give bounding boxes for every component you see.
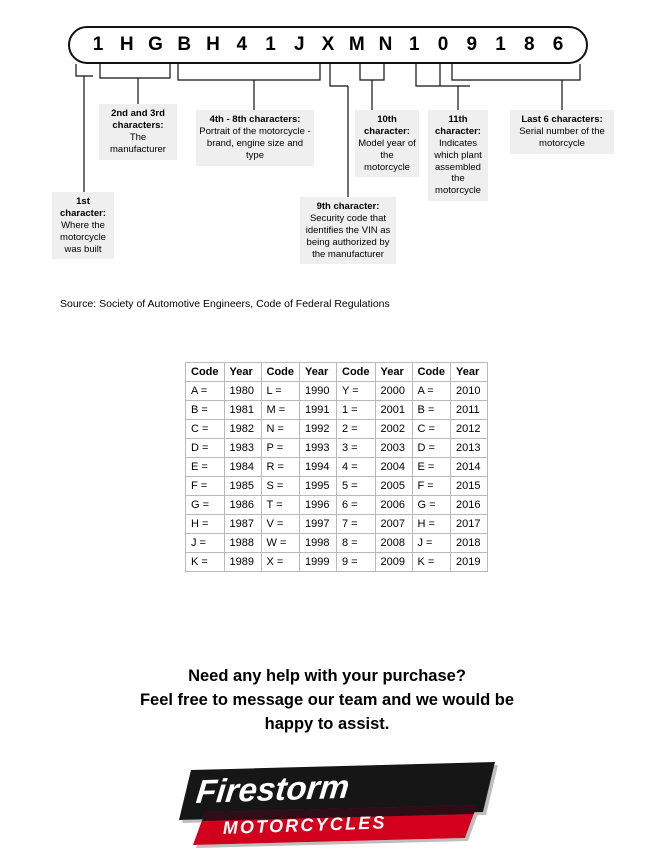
- cell-year: 1990: [300, 382, 337, 401]
- column-header: Code: [261, 363, 300, 382]
- cell-year: 1989: [224, 553, 261, 572]
- cell-year: 2001: [375, 401, 412, 420]
- table-row: [186, 382, 488, 401]
- vin-char: 1: [92, 34, 104, 55]
- cell-year: 1995: [300, 477, 337, 496]
- cell-code: A =: [186, 382, 225, 401]
- callout-ninth-character: [300, 197, 396, 264]
- callout-title: Last 6 characters:: [521, 114, 603, 125]
- cell-code: Y =: [337, 382, 376, 401]
- callout-body: Serial number of the motorcycle: [519, 125, 605, 149]
- column-header: Year: [300, 363, 337, 382]
- callout-title: 10th character:: [364, 114, 410, 137]
- cell-code: J =: [186, 534, 225, 553]
- cell-code: E =: [186, 458, 225, 477]
- callout-body: Security code that identifies the VIN as being authorized by the manufacturer: [305, 212, 391, 260]
- vin-char: J: [293, 34, 305, 55]
- vin-char: N: [378, 34, 393, 55]
- cell-year: 1987: [224, 515, 261, 534]
- cell-code: G =: [412, 496, 451, 515]
- cell-year: 2018: [451, 534, 488, 553]
- cell-code: W =: [261, 534, 300, 553]
- vin-char: B: [177, 34, 192, 55]
- cell-year: 2002: [375, 420, 412, 439]
- callout-body: Model year of the motorcycle: [358, 137, 416, 173]
- callout-title: 4th - 8th characters:: [209, 114, 301, 125]
- vin-char: H: [206, 34, 220, 55]
- cell-code: D =: [186, 439, 225, 458]
- vin-char: 1: [408, 34, 420, 55]
- cell-code: B =: [412, 401, 451, 420]
- vin-char: 1: [495, 34, 506, 55]
- cell-year: 2010: [451, 382, 488, 401]
- column-header: Code: [186, 363, 225, 382]
- cell-code: 3 =: [337, 439, 376, 458]
- table-row: [186, 553, 488, 572]
- cell-year: 2008: [375, 534, 412, 553]
- cell-year: 1988: [224, 534, 261, 553]
- table-row: [186, 496, 488, 515]
- cell-code: V =: [261, 515, 300, 534]
- vin-char: 9: [466, 34, 478, 55]
- cell-year: 1991: [300, 401, 337, 420]
- cell-code: S =: [261, 477, 300, 496]
- help-line-2: Feel free to message our team and we would be: [139, 690, 515, 709]
- cell-year: 2011: [451, 401, 488, 420]
- cell-year: 2003: [375, 439, 412, 458]
- cell-year: 1983: [224, 439, 261, 458]
- cell-code: 9 =: [337, 553, 376, 572]
- callout-body: Indicates which plant assembled the motorcycle: [434, 137, 482, 197]
- cell-code: K =: [186, 553, 225, 572]
- cell-code: F =: [412, 477, 451, 496]
- cell-code: F =: [186, 477, 225, 496]
- cell-code: K =: [412, 553, 451, 572]
- callout-title: 2nd and 3rd characters:: [111, 108, 165, 131]
- callout-fourth-eighth-characters: [196, 110, 314, 166]
- table-row: [186, 458, 488, 477]
- vin-char: G: [148, 34, 163, 55]
- cell-year: 2014: [451, 458, 488, 477]
- vin-char: 6: [552, 34, 564, 55]
- cell-code: H =: [186, 515, 225, 534]
- vin-char: X: [321, 34, 335, 55]
- cell-year: 1980: [224, 382, 261, 401]
- vin-char: 0: [437, 34, 449, 55]
- cell-code: 8 =: [337, 534, 376, 553]
- cell-code: T =: [261, 496, 300, 515]
- vin-display: [68, 26, 588, 64]
- cell-year: 2004: [375, 458, 412, 477]
- cell-code: X =: [261, 553, 300, 572]
- cell-year: 2007: [375, 515, 412, 534]
- cell-code: D =: [412, 439, 451, 458]
- callout-title: 11th character:: [435, 114, 481, 137]
- cell-code: A =: [412, 382, 451, 401]
- cell-year: 1982: [224, 420, 261, 439]
- cell-year: 2015: [451, 477, 488, 496]
- cell-year: 2016: [451, 496, 488, 515]
- cell-year: 1985: [224, 477, 261, 496]
- table-row: [186, 534, 488, 553]
- cell-code: L =: [261, 382, 300, 401]
- vin-char: 1: [265, 34, 276, 55]
- cell-code: E =: [412, 458, 451, 477]
- cell-year: 1992: [300, 420, 337, 439]
- cell-year: 2013: [451, 439, 488, 458]
- cell-code: 2 =: [337, 420, 376, 439]
- help-line-1: Need any help with your purchase?: [188, 667, 466, 685]
- cell-year: 2006: [375, 496, 412, 515]
- cell-year: 1986: [224, 496, 261, 515]
- vin-char: 8: [523, 34, 535, 55]
- column-header: Year: [224, 363, 261, 382]
- cell-code: M =: [261, 401, 300, 420]
- table-row: [186, 477, 488, 496]
- cell-year: 1996: [300, 496, 337, 515]
- help-message: [0, 665, 654, 737]
- table-row: [186, 420, 488, 439]
- cell-code: J =: [412, 534, 451, 553]
- vin-box: [68, 26, 588, 64]
- cell-code: 1 =: [337, 401, 376, 420]
- callout-last-six-characters: [510, 110, 614, 154]
- cell-year: 2017: [451, 515, 488, 534]
- cell-code: 4 =: [337, 458, 376, 477]
- help-line-3: happy to assist.: [264, 714, 390, 733]
- cell-year: 2019: [451, 553, 488, 572]
- cell-code: P =: [261, 439, 300, 458]
- callout-tenth-character: [355, 110, 419, 177]
- cell-code: G =: [186, 496, 225, 515]
- cell-year: 1997: [300, 515, 337, 534]
- cell-year: 1999: [300, 553, 337, 572]
- cell-year: 2005: [375, 477, 412, 496]
- column-header: Year: [451, 363, 488, 382]
- cell-code: C =: [186, 420, 225, 439]
- logo-brand-text: Firestorm: [194, 768, 352, 811]
- callout-body: Portrait of the motorcycle - brand, engine size and type: [199, 125, 311, 161]
- cell-code: B =: [186, 401, 225, 420]
- callout-second-third-characters: [99, 104, 177, 160]
- cell-code: C =: [412, 420, 451, 439]
- vin-char: H: [119, 34, 134, 55]
- cell-year: 1984: [224, 458, 261, 477]
- table-header-row: [186, 363, 488, 382]
- cell-code: N =: [261, 420, 300, 439]
- cell-code: 5 =: [337, 477, 376, 496]
- cell-code: H =: [412, 515, 451, 534]
- cell-year: 1981: [224, 401, 261, 420]
- callout-eleventh-character: [428, 110, 488, 201]
- cell-code: 7 =: [337, 515, 376, 534]
- table-row: [186, 515, 488, 534]
- vin-char: M: [348, 34, 365, 55]
- vin-char: 4: [236, 34, 248, 55]
- cell-year: 1994: [300, 458, 337, 477]
- table-row: [186, 439, 488, 458]
- cell-year: 2012: [451, 420, 488, 439]
- column-header: Year: [375, 363, 412, 382]
- cell-year: 2009: [375, 553, 412, 572]
- source-note: Source: Society of Automotive Engineers, Code of Federal Regulations: [60, 298, 390, 310]
- table-row: [186, 401, 488, 420]
- callout-first-character: [52, 192, 114, 259]
- logo-subtitle-text: MOTORCYCLES: [222, 812, 387, 838]
- column-header: Code: [412, 363, 451, 382]
- cell-year: 2000: [375, 382, 412, 401]
- cell-year: 1998: [300, 534, 337, 553]
- callout-body: The manufacturer: [110, 131, 166, 155]
- cell-code: 6 =: [337, 496, 376, 515]
- callout-body: Where the motorcycle was built: [60, 219, 106, 255]
- callout-title: 9th character:: [316, 201, 380, 212]
- callout-title: 1st character:: [60, 196, 106, 219]
- cell-code: R =: [261, 458, 300, 477]
- cell-year: 1993: [300, 439, 337, 458]
- year-code-table: [185, 362, 488, 572]
- column-header: Code: [337, 363, 376, 382]
- firestorm-logo: [177, 762, 501, 848]
